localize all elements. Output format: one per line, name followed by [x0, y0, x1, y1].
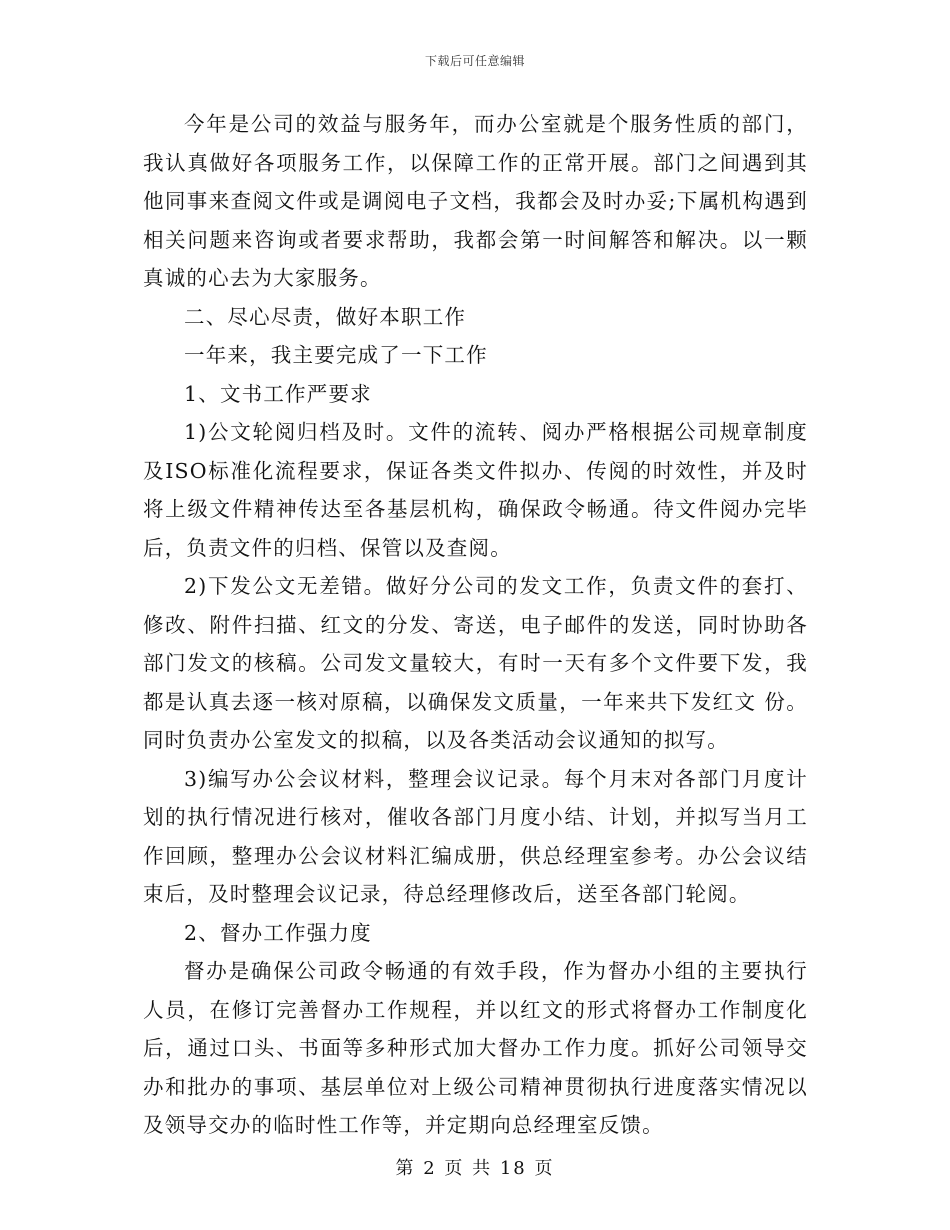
paragraph-supervision: 督办是确保公司政令畅通的有效手段，作为督办小组的主要执行人员，在修订完善督办工作规程，并以红文的形式将督办工作制度化后，通过口头、书面等多种形式加大督办工作力度。抓好公司领导交办和批办的事项、基层单位对上级公司精神贯彻执行进度落实情况以及领导交办的临时性工作等，并定期向总经理室反馈。 — [143, 959, 808, 1137]
document-body — [143, 105, 808, 1145]
subheading-document-work: 1、文书工作严要求 — [184, 381, 372, 406]
page-number: 第 2 页 共 18 页 — [395, 1158, 555, 1179]
subheading-supervision: 2、督办工作强力度 — [184, 920, 372, 945]
paragraph-year-summary: 一年来，我主要完成了一下工作 — [184, 343, 488, 367]
section-heading-duties: 二、尽心尽责，做好本职工作 — [184, 304, 467, 329]
paragraph-item-1: 1)公文轮阅归档及时。文件的流转、阅办严格根据公司规章制度及ISO标准化流程要求，保证各类文件拟办、传阅的时效性，并及时将上级文件精神传达至各基层机构，确保政令畅通。待文件阅办完毕后，负责文件的归档、保管以及查阅。 — [143, 420, 808, 560]
paragraph-item-3: 3)编写办公会议材料，整理会议记录。每个月末对各部门月度计划的执行情况进行核对，催收各部门月度小结、计划，并拟写当月工作回顾，整理办公会议材料汇编成册，供总经理室参考。办公会议结束后，及时整理会议记录，待总经理修改后，送至各部门轮阅。 — [143, 766, 808, 906]
paragraph-service-year: 今年是公司的效益与服务年，而办公室就是个服务性质的部门，我认真做好各项服务工作，以保障工作的正常开展。部门之间遇到其他同事来查阅文件或是调阅电子文档，我都会及时办妥;下属机构遇到相关问题来咨询或者要求帮助，我都会第一时间解答和解决。以一颗真诚的心去为大家服务。 — [143, 112, 808, 290]
page-header-note: 下载后可任意编辑 — [424, 54, 525, 68]
paragraph-item-2: 2)下发公文无差错。做好分公司的发文工作，负责文件的套打、修改、附件扫描、红文的分发、寄送，电子邮件的发送，同时协助各部门发文的核稿。公司发文量较大，有时一天有多个文件要下发，我都是认真去逐一核对原稿，以确保发文质量，一年来共下发红文 份。同时负责办公室发文的拟稿，以及各类活动会议通知的拟写。 — [143, 574, 808, 752]
